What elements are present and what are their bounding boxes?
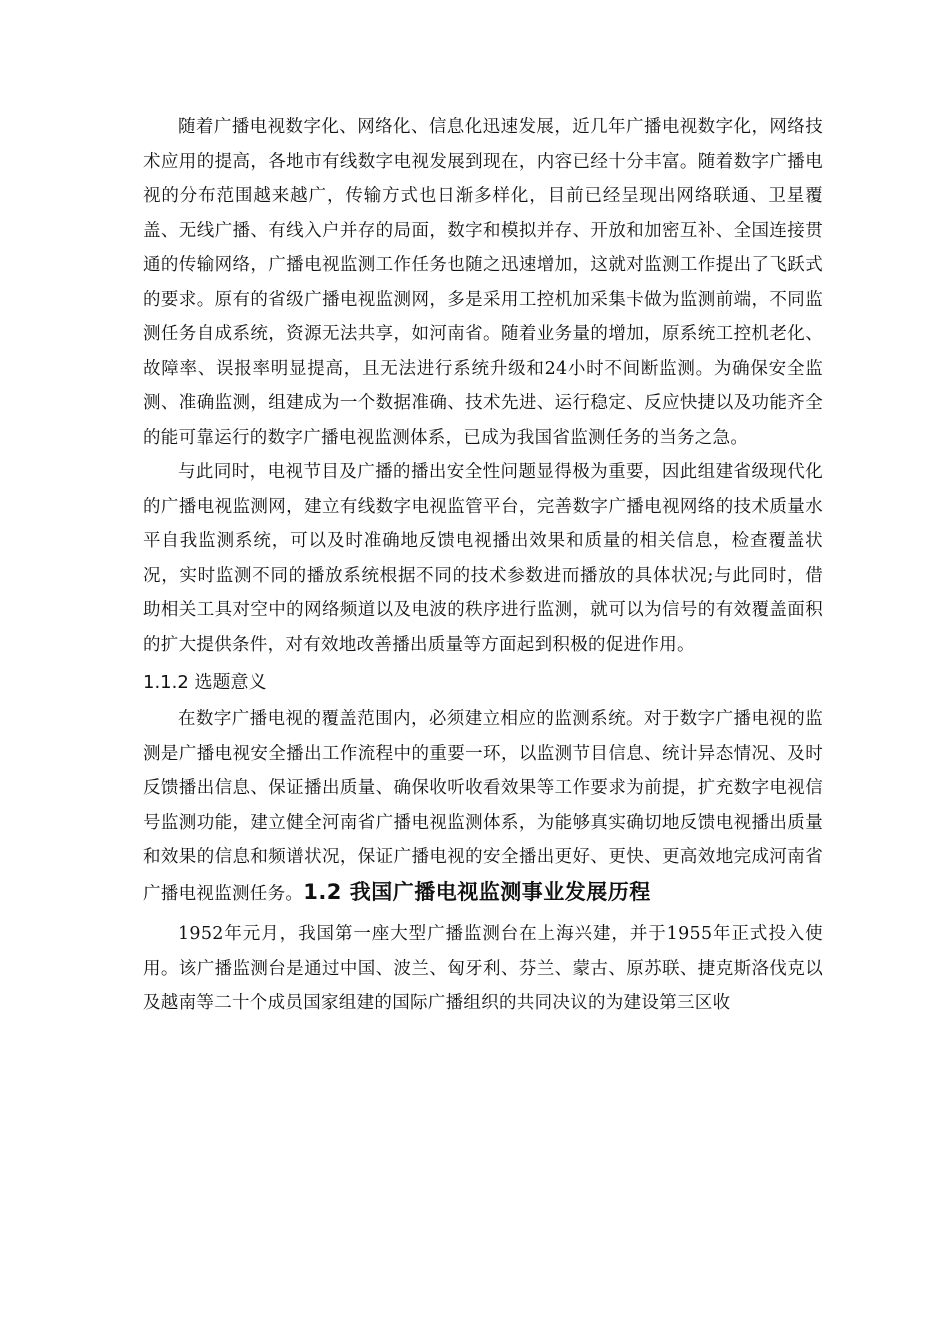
document-body <box>143 110 823 1021</box>
section-heading-development-history: 1.2 我国广播电视监测事业发展历程 <box>303 879 651 904</box>
section-heading-topic-significance: 1.1.2 选题意义 <box>143 672 267 693</box>
paragraph-significance-text: 在数字广播电视的覆盖范围内，必须建立相应的监测系统。对于数字广播电视的监测是广播电视安全播出工作流程中的重要一环，以监测节目信息、统计异态情况、及时反馈播出信息、保证播出质量、确保收听收看效果等工作要求为前提，扩充数字电视信号监测功能，建立健全河南省广播电视监测体系，为能够真实确切地反馈电视播出质量和效果的信息和频谱状况，保证广播电视的安全播出更好、更快、更高效地完成河南省广播电视监测任务。 <box>143 709 823 904</box>
paragraph-history: 1952年元月，我国第一座大型广播监测台在上海兴建，并于1955年正式投入使用。该广播监测台是通过中国、波兰、匈牙利、芬兰、蒙古、原苏联、捷克斯洛伐克以及越南等二十个成员国家组建的国际广播组织的共同决议的为建设第三区收 <box>143 924 823 1013</box>
paragraph-significance <box>143 702 823 911</box>
paragraph-safety: 与此同时，电视节目及广播的播出安全性问题显得极为重要，因此组建省级现代化的广播电视监测网，建立有线数字电视监管平台，完善数字广播电视网络的技术质量水平自我监测系统，可以及时准确地反馈电视播出效果和质量的相关信息，检查覆盖状况，实时监测不同的播放系统根据不同的技术参数进而播放的具体状况;与此同时，借助相关工具对空中的网络频道以及电波的秩序进行监测，就可以为信号的有效覆盖面积的扩大提供条件，对有效地改善播出质量等方面起到积极的促进作用。 <box>143 462 823 655</box>
paragraph-background: 随着广播电视数字化、网络化、信息化迅速发展，近几年广播电视数字化，网络技术应用的提高，各地市有线数字电视发展到现在，内容已经十分丰富。随着数字广播电视的分布范围越来越广，传输方式也日渐多样化，目前已经呈现出网络联通、卫星覆盖、无线广播、有线入户并存的局面，数字和模拟并存、开放和加密互补、全国连接贯通的传输网络，广播电视监测工作任务也随之迅速增加，这就对监测工作提出了飞跃式的要求。原有的省级广播电视监测网，多是采用工控机加采集卡做为监测前端，不同监测任务自成系统，资源无法共享，如河南省。随着业务量的增加，原系统工控机老化、故障率、误报率明显提高，且无法进行系统升级和24小时不间断监测。为确保安全监测、准确监测，组建成为一个数据准确、技术先进、运行稳定、反应快捷以及功能齐全的能可靠运行的数字广播电视监测体系，已成为我国省监测任务的当务之急。 <box>143 117 823 448</box>
